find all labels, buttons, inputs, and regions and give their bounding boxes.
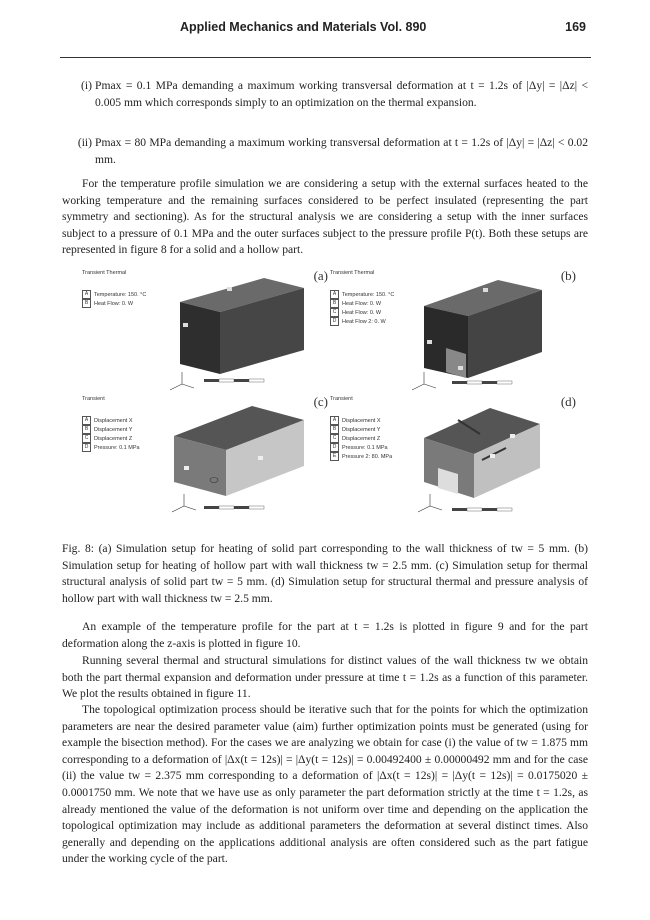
legend-entry: C Displacement Z <box>330 434 392 443</box>
condition-item-1 <box>62 78 588 111</box>
journal-title: Applied Mechanics and Materials Vol. 890 <box>180 20 427 34</box>
solid-block-dark <box>72 268 332 398</box>
figure-panel-d <box>320 394 580 524</box>
legend-entry: C Heat Flow: 0. W <box>330 308 394 317</box>
item-label: (ii) <box>77 136 92 149</box>
legend-entry: A Temperature: 150. °C <box>330 290 394 299</box>
legend-entry: A Displacement X <box>330 416 392 425</box>
paragraph-optimization: The topological optimization process should be iterative such that for the points for which the optimization parameters are near the desired parameter value (aim) further optimization points must be generated (using for example the bisection method). For the cases we are analyzing we obtain for case (i) the value of tw = 1.875 mm corresponding to a deformation of |Δx(t = 12s)| = |Δy(t = 12s)| = 0.00492400 ± 0.00000492 mm and for the case (ii) the value tw = 2.375 mm corresponding to a deformation of |Δx(t = 12s)| = |Δy(t = 12s)| = 0.0175020 ± 0.0001750 mm. We note that we have use as only parameter the part deformation strictly at the time t = 1.2s, as already mentioned the value of the deformation is not uniform over time and depending on the application the topological optimization may include as additional parameters the deformation at several distinct times. Also generally and depending on the applications additional analysis are often considered such as the part fatigue under the working cycle of the part. <box>62 703 588 866</box>
panel-letter: (b) <box>560 268 576 283</box>
item-text: Pmax = 0.1 MPa demanding a maximum working transversal deformation at t = 1.2s of |Δy| = |Δz| < 0.005 mm which corresponds simply to an optimization on the thermal expansion. <box>95 79 588 109</box>
item-label: (i) <box>81 79 92 92</box>
legend-entry: B Heat Flow: 0. W <box>330 299 394 308</box>
paragraph-example: An example of the temperature profile for the part at t = 1.2s is plotted in figure 9 and for the part deformation along the z-axis is plotted in figure 10. <box>62 620 588 650</box>
legend-entry: D Heat Flow 2: 0. W <box>330 317 394 326</box>
legend-entry: C Displacement Z <box>82 434 140 443</box>
legend-entry: B Displacement Y <box>82 425 140 434</box>
header-rule <box>60 57 591 58</box>
hollow-block-light <box>320 394 580 524</box>
figure-panel-c <box>72 394 332 524</box>
panel-title: Transient <box>330 396 353 402</box>
figure-caption: Fig. 8: (a) Simulation setup for heating of solid part corresponding to the wall thickness of tw = 5 mm. (b) Simulation setup for heating of hollow part with wall thickness tw = 2.5 mm. (c) Simulation setup for thermal structural analysis of solid part tw = 5 mm. (d) Simulation setup for structural thermal and pressure analysis of hollow part with wall thickness tw = 2.5 mm. <box>62 542 588 605</box>
item-text: Pmax = 80 MPa demanding a maximum working transversal deformation at t = 1.2s of |Δy| = |Δz| < 0.02 mm. <box>95 136 588 166</box>
page-number: 169 <box>565 20 586 34</box>
panel-title: Transient <box>82 396 105 402</box>
legend-entry: B Heat Flow: 0. W <box>82 299 146 308</box>
panel-letter: (d) <box>560 394 576 409</box>
legend-entry: E Pressure 2: 80. MPa <box>330 452 392 461</box>
legend-entry: D Pressure: 0.1 MPa <box>330 443 392 452</box>
condition-item-2 <box>62 135 588 168</box>
legend-entry: A Displacement X <box>82 416 140 425</box>
legend-entry: D Pressure: 0.1 MPa <box>82 443 140 452</box>
paragraph-simulations: Running several thermal and structural simulations for distinct values of the wall thickness tw we obtain both the part thermal expansion and deformation under pressure at time t = 1.2s as a function of this parameter. We plot the results obtained in figure 11. <box>62 654 588 701</box>
panel-letter: (a) <box>313 268 328 283</box>
figure-panel-b <box>320 268 580 398</box>
paragraph-setup: For the temperature profile simulation we are considering a setup with the external surfaces heated to the working temperature and the remaining surfaces considered to be perfect insulated (representing the part symmetry and sectioning). As for the structural analysis we are considering a setup with the inner surfaces subject to a pressure of 0.1 MPa and the outer surfaces subject to the pressure profile P(t). Both these setups are represented in figure 8 for a solid and a hollow part. <box>62 177 588 257</box>
solid-block-light <box>72 394 332 524</box>
hollow-block-dark <box>320 268 580 398</box>
legend-entry: B Displacement Y <box>330 425 392 434</box>
figure-panel-a <box>72 268 332 398</box>
panel-letter: (c) <box>313 394 328 409</box>
panel-title: Transient Thermal <box>82 270 127 276</box>
running-header <box>60 20 590 40</box>
panel-title: Transient Thermal <box>330 270 375 276</box>
legend-entry: A Temperature: 150. °C <box>82 290 146 299</box>
